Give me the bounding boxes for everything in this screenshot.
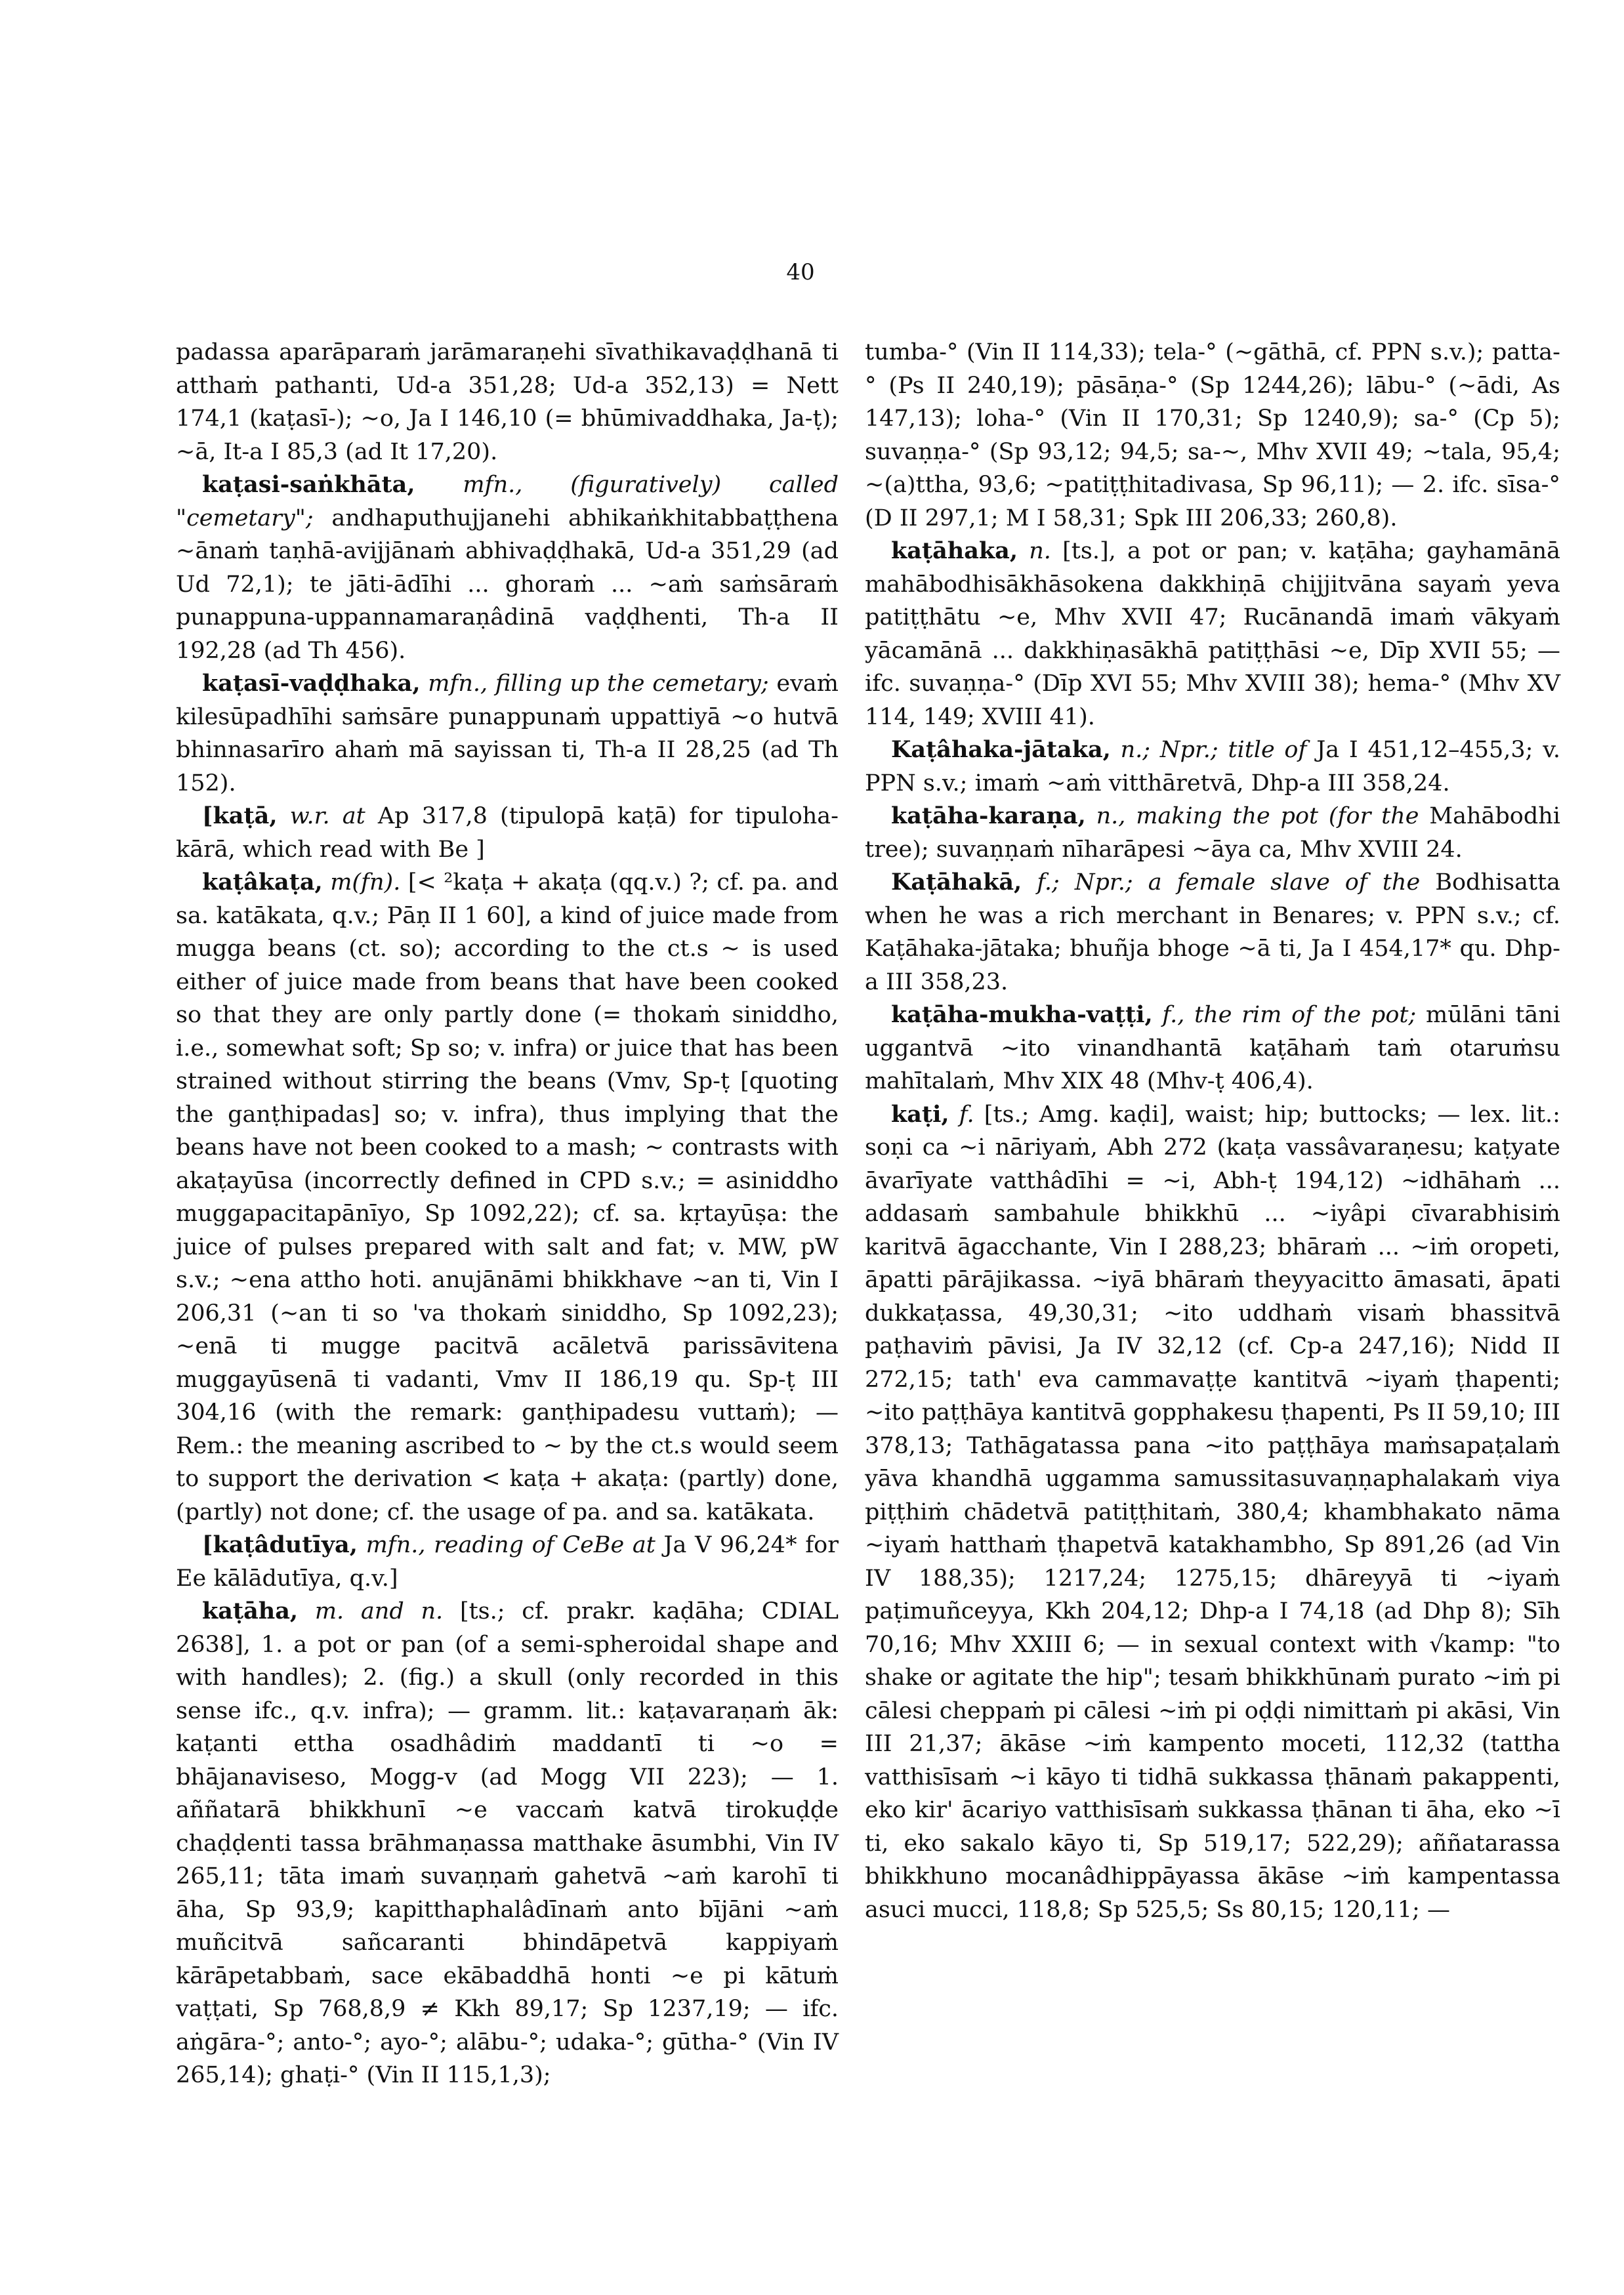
right-para-0: tumba-° (Vin II 114,33); tela-° (~gāthā, cf. PPN s.v.); patta-° (Ps II 240,19); pāsāṇa-° (Sp 1244,26); lābu-° (~ādi, As 147,13); loha-° (Vin II 170,31; Sp 1240,9); sa-° (Cp 5); suvaṇṇa-° (Sp 93,12; 94,5; sa-~, Mhv XVII 49; ~tala, 95,4; ~(a)ttha, 93,6; ~patiṭṭhitadivasa, Sp 96,11); — 2. ifc. sīsa-° (D II 297,1; M I 58,31; Spk III 206,33; 260,8).	[865, 339, 1560, 531]
headword: kaṭāha-karaṇa,	[891, 802, 1086, 829]
headword: kaṭi,	[891, 1100, 949, 1128]
entry-kati: kaṭi, f. [ts.; Amg. kaḍi], waist; hip; buttocks; — lex. lit.: soṇi ca ~i nāriyaṁ, Abh 272 (kaṭa vassâvaraṇesu; kaṭyate āvarīyate vatthâdīhi = ~i, Abh-ṭ 194,12) ~idhāhaṁ ... addasaṁ sambahule bhikkhū ... ~iyâpi cīvarabhisiṁ karitvā āgacchante, Vin I 288,23; bhāraṁ ... ~iṁ oropeti, āpatti pārājikassa. ~iyā bhāraṁ theyyacitto āmasati, āpati dukkaṭassa, 49,30,31; ~ito uddhaṁ visaṁ bhassitvā paṭhaviṁ pāvisi, Ja IV 32,12 (cf. Cp-a 247,16); Nidd II 272,15; tath' eva cammavaṭṭe kantitvā ~iyaṁ ṭhapenti; ~ito paṭṭhāya kantitvā gopphakesu ṭhapenti, Ps II 59,10; III 378,13; Tathāgatassa pana ~ito paṭṭhāya maṁsapaṭalaṁ yāva khandhā uggamma samussitasuvaṇṇaphalakaṁ viya piṭṭhiṁ chādetvā patiṭṭhitaṁ, 380,4; khambhakato nāma ~iyaṁ hatthaṁ ṭhapetvā katakhambho, Sp 891,26 (ad Vin IV 188,35); 1217,24; 1275,15; dhāreyyā ti ~iyaṁ paṭimuñceyya, Kkh 204,12; Dhp-a I 74,18 (ad Dhp 8); Sīh 70,16; Mhv XXIII 6; — in sexual context with √kamp: "to shake or agitate the hip"; tesaṁ bhikkhūnaṁ purato ~iṁ pi cālesi cheppaṁ pi cālesi ~iṁ pi oḍḍi nimittaṁ pi akāsi, Vin III 21,37; ākāse ~iṁ kampento moceti, 112,32 (tattha vatthisīsaṁ ~i kāyo ti tidhā sukkassa ṭhānaṁ pakappenti, eko kir' ācariyo vatthisīsaṁ sukkassa ṭhānan ti āha, eko ~ī ti, eko sakalo kāyo ti, Sp 519,17; 522,29); aññatarassa bhikkhuno mocanâdhippāyassa ākāse ~iṁ kampentassa asuci mucci, 118,8; Sp 525,5; Ss 80,15; 120,11; —	[865, 1100, 1561, 1923]
page-number: 40	[786, 259, 815, 285]
entry-kataha: kaṭāha, m. and n. [ts.; cf. prakr. kaḍāha; CDIAL 2638], 1. a pot or pan (of a semi-spheroidal shape and with handles); 2. (fig.) a skull (only recorded in this sense ifc., q.v. infra); — gramm. lit.: kaṭavaraṇaṁ āk: kaṭanti ettha osadhâdiṁ maddantī ti ~o = bhājanaviseso, Mogg-v (ad Mogg VII 223); — 1. aññatarā bhikkhunī ~e vaccaṁ katvā tirokuḍḍe chaḍḍenti tassa brāhmaṇassa matthake āsumbhi, Vin IV 265,11; tāta imaṁ suvaṇṇaṁ gahetvā ~aṁ karohī ti āha, Sp 93,9; kapitthaphalâdīnaṁ anto bījāni ~aṁ muñcitvā sañcaranti bhindāpetvā kappiyaṁ kārāpetabbaṁ, sace ekābaddhā honti ~e pi kātuṁ vaṭṭati, Sp 768,8,9 ≠ Kkh 89,17; Sp 1237,19; — ifc. aṅgāra-°; anto-°; ayo-°; alābu-°; udaka-°; gūtha-° (Vin IV 265,14); ghaṭi-° (Vin II 115,1,3);	[176, 1598, 839, 2088]
headword: kaṭasī-vaḍḍhaka,	[202, 670, 421, 697]
headword: [kaṭā,	[202, 802, 278, 829]
headword: [kaṭâdutīya,	[202, 1531, 358, 1558]
entry-katahaka-npr: Kaṭāhakā, f.; Npr.; a female slave of the Bodhisatta when he was a rich merchant in Benares; v. PPN s.v.; cf. Kaṭāhaka-jātaka; bhuñja bhoge ~ā ti, Ja I 454,17* qu. Dhp-a III 358,23.	[865, 869, 1560, 995]
headword: kaṭāha,	[202, 1598, 299, 1624]
headword: Kaṭâhaka-jātaka,	[891, 736, 1111, 763]
headword: Kaṭāhakā,	[891, 869, 1022, 896]
left-para-0: padassa aparāparaṁ jarāmaraṇehi sīvathikavaḍḍhanā ti atthaṁ pathanti, Ud-a 351,28; Ud-a 352,13) = Nett 174,1 (kaṭasī-); ~o, Ja I 146,10 (= bhūmivaddhaka, Ja-ṭ); ~ā, It-a I 85,3 (ad It 17,20).	[176, 339, 839, 465]
headword: kaṭasi-saṅkhāta,	[202, 471, 415, 498]
left-column	[176, 336, 839, 2092]
entry-katadutiya: [kaṭâdutīya, mfn., reading of CeBe at Ja V 96,24* for Ee kālādutīya, q.v.]	[176, 1531, 839, 1592]
entry-katahaka: kaṭāhaka, n. [ts.], a pot or pan; v. kaṭāha; gayhamānā mahābodhisākhāsokena dakkhiṇā chijjitvāna sayaṁ yeva patiṭṭhātu ~e, Mhv XVII 47; Rucānandā imaṁ vākyaṁ yācamānā ... dakkhiṇasākhā patiṭṭhāsi ~e, Dīp XVII 55; — ifc. suvaṇṇa-° (Dīp XVI 55; Mhv XVIII 38); hema-° (Mhv XV 114, 149; XVIII 41).	[865, 537, 1560, 730]
entry-katasi-sankhata: kaṭasi-saṅkhāta, mfn., (figuratively) called "cemetary"; andhaputhujjanehi abhikaṅkhitabbaṭṭhena ~ānaṁ taṇhā-avijjānaṁ abhivaḍḍhakā, Ud-a 351,29 (ad Ud 72,1); te jāti-ādīhi ... ghoraṁ ... ~aṁ saṁsāraṁ punappuna-uppannamaraṇâdinā vaḍḍhenti, Th-a II 192,28 (ad Th 456).	[176, 471, 839, 664]
right-column	[865, 336, 1560, 1926]
headword: kaṭâkaṭa,	[202, 869, 323, 896]
entry-katakata: kaṭâkaṭa, m(fn). [< ²kaṭa + akaṭa (qq.v.) ?; cf. pa. and sa. katākata, q.v.; Pāṇ II 1 60], a kind of juice made from mugga beans (ct. so); according to the ct.s ~ is used either of juice made from beans that have been cooked so that they are only partly done (= thokaṁ siniddho, i.e., somewhat soft; Sp so; v. infra) or juice that has been strained without stirring the beans (Vmv, Sp-ṭ [quoting the ganṭhipadas] so; v. infra), thus implying that the beans have not been cooked to a mash; ~ contrasts with akaṭayūsa (incorrectly defined in CPD s.v.; = asiniddho muggapacitapānīyo, Sp 1092,22); cf. sa. kṛtayūṣa: the juice of pulses prepared with salt and fat; v. MW, pW s.v.; ~ena attho hoti. anujānāmi bhikkhave ~an ti, Vin I 206,31 (~an ti so 'va thokaṁ siniddho, Sp 1092,23); ~enā ti mugge pacitvā acāletvā parissāvitena muggayūsenā ti vadanti, Vmv II 186,19 qu. Sp-ṭ III 304,16 (with the remark: ganṭhipadesu vuttaṁ); — Rem.: the meaning ascribed to ~ by the ct.s would seem to support the derivation < kaṭa + akaṭa: (partly) done, (partly) not done; cf. the usage of pa. and sa. katākata.	[176, 869, 839, 1525]
headword: kaṭāhaka,	[891, 537, 1018, 564]
entry-katahaka-jataka: Kaṭâhaka-jātaka, n.; Npr.; title of Ja I 451,12–455,3; v. PPN s.v.; imaṁ ~aṁ vitthāretvā, Dhp-a III 358,24.	[865, 736, 1560, 796]
entry-kata: [kaṭā, w.r. at Ap 317,8 (tipulopā kaṭā) for tipuloha-kārā, which read with Be ]	[176, 802, 839, 863]
entry-kataha-karana: kaṭāha-karaṇa, n., making the pot (for the Mahābodhi tree); suvaṇṇaṁ nīharāpesi ~āya ca, Mhv XVIII 24.	[865, 802, 1560, 863]
headword: kaṭāha-mukha-vaṭṭi,	[891, 1001, 1153, 1028]
entry-kataha-mukha-vatti: kaṭāha-mukha-vaṭṭi, f., the rim of the pot; mūlāni tāni uggantvā ~ito vinandhantā kaṭāhaṁ taṁ otaruṁsu mahītalaṁ, Mhv XIX 48 (Mhv-ṭ 406,4).	[865, 1001, 1560, 1094]
entry-katasi-vaddhaka: kaṭasī-vaḍḍhaka, mfn., filling up the cemetary; evaṁ kilesūpadhīhi saṁsāre punappunaṁ uppattiyā ~o hutvā bhinnasarīro ahaṁ mā sayissan ti, Th-a II 28,25 (ad Th 152).	[176, 670, 839, 796]
